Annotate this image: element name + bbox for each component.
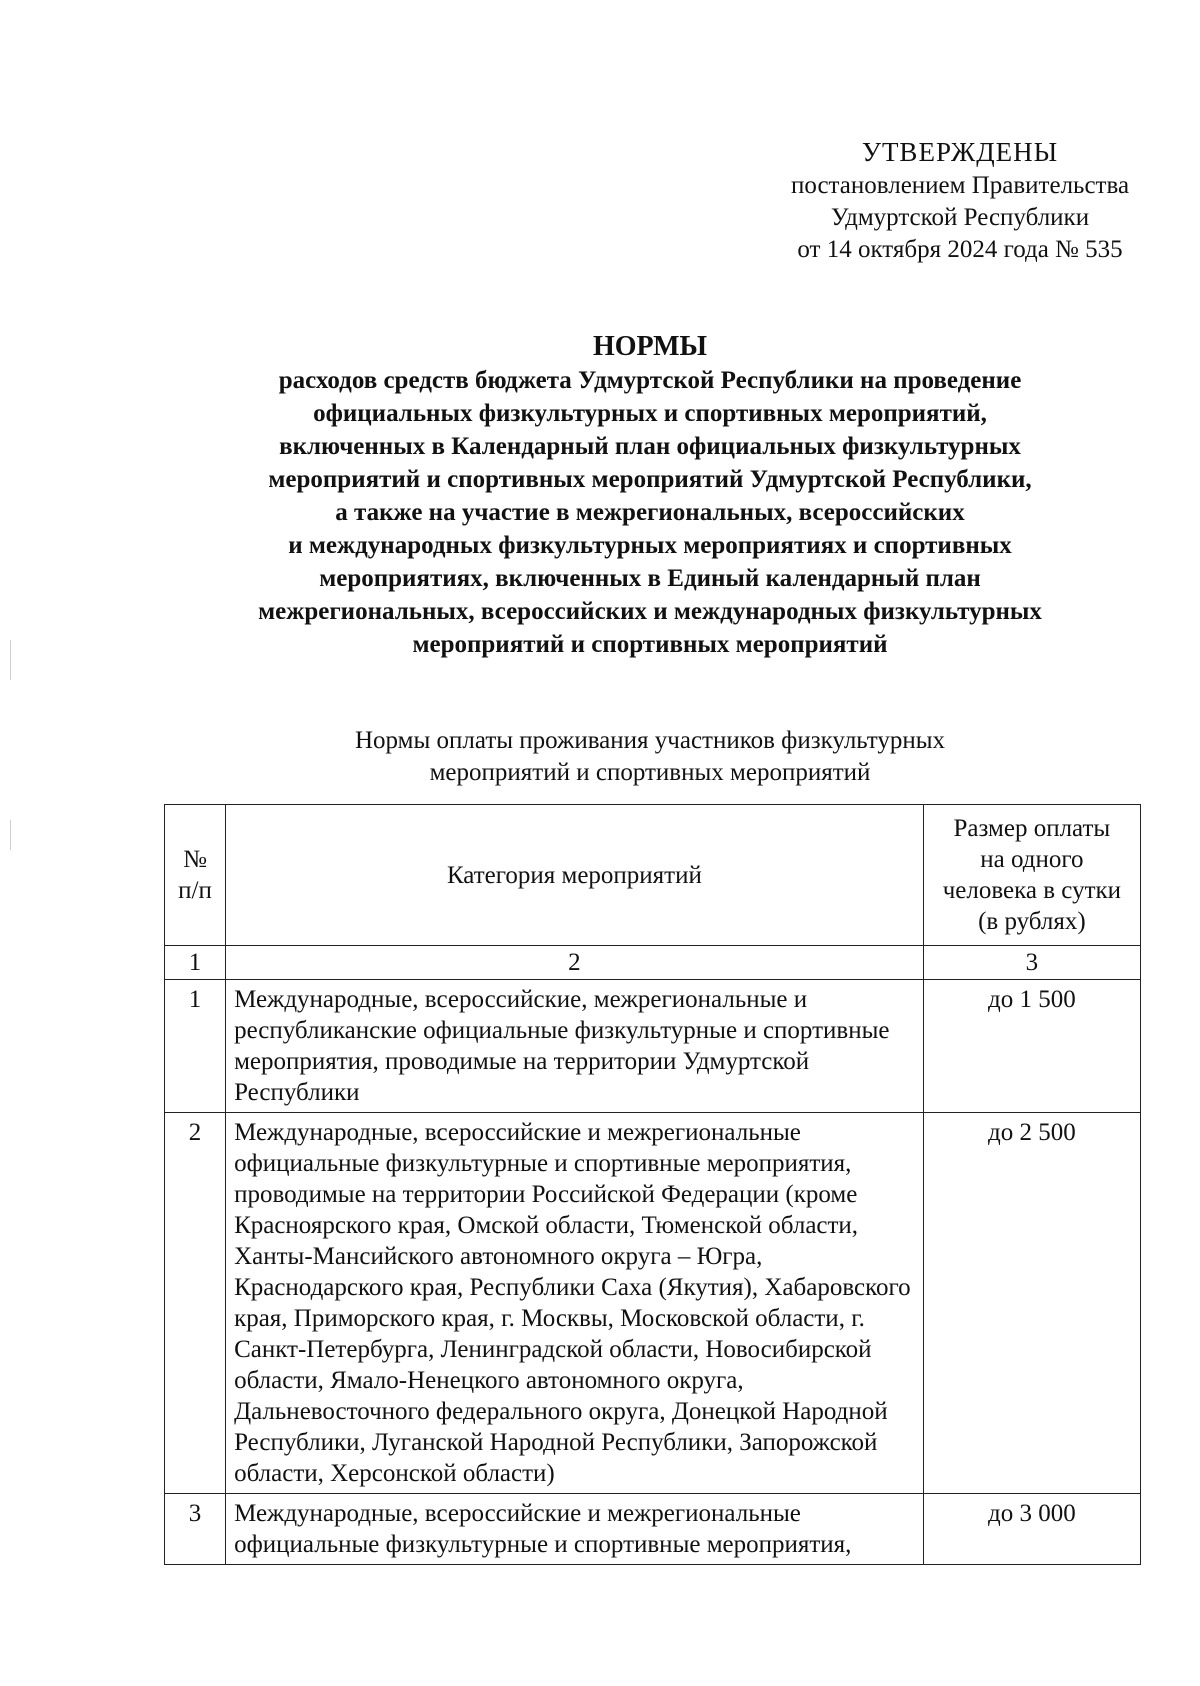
section-caption-line-2: мероприятий и спортивных мероприятий xyxy=(429,759,871,786)
document-subtitle-line: расходов средств бюджета Удмуртской Республики на проведение xyxy=(278,367,1022,394)
approval-line-1: постановлением Правительства xyxy=(790,172,1130,199)
header-num-symbol: № xyxy=(183,846,207,873)
row-num: 1 xyxy=(165,980,226,1113)
row-num: 3 xyxy=(165,1494,226,1565)
header-rate-line: на одного xyxy=(980,846,1084,873)
document-subtitle-line: межрегиональных, всероссийских и международных физкультурных xyxy=(258,598,1042,625)
row-category: Международные, всероссийские и межрегиональные официальные физкультурные и спортивные мероприятия, xyxy=(226,1494,924,1565)
approval-title: УТВЕРЖДЕНЫ xyxy=(861,137,1059,167)
table-row xyxy=(165,1113,1141,1494)
header-num-label: п/п xyxy=(178,877,212,904)
document-title-block xyxy=(160,330,1140,661)
row-rate: до 2 500 xyxy=(923,1113,1140,1494)
document-subtitle-line: официальных физкультурных и спортивных мероприятий, xyxy=(313,400,987,427)
header-category: Категория мероприятий xyxy=(226,805,924,946)
document-subtitle-line: мероприятиях, включенных в Единый календарный план xyxy=(319,565,981,592)
row-num: 2 xyxy=(165,1113,226,1494)
column-index: 1 xyxy=(165,946,226,980)
document-subtitle-line: и международных физкультурных мероприятиях и спортивных xyxy=(288,532,1012,559)
scan-margin-line xyxy=(10,820,11,850)
header-rate xyxy=(923,805,1140,946)
table-header-row xyxy=(165,805,1141,946)
header-rate-line: (в рублях) xyxy=(978,908,1086,935)
row-category: Международные, всероссийские, межрегиональные и республиканские официальные физкультурные и спортивные мероприятия, проводимые на территории Удмуртской Республики xyxy=(226,980,924,1113)
table-row xyxy=(165,1494,1141,1565)
column-index-row xyxy=(165,946,1141,980)
table-row xyxy=(165,980,1141,1113)
document-title: НОРМЫ xyxy=(592,331,708,362)
column-index: 2 xyxy=(226,946,924,980)
document-subtitle-line: а также на участие в межрегиональных, всероссийских xyxy=(335,499,965,526)
approval-line-3: от 14 октября 2024 года № 535 xyxy=(797,236,1123,263)
norms-table xyxy=(164,804,1141,1565)
row-rate: до 3 000 xyxy=(923,1494,1140,1565)
header-num xyxy=(165,805,226,946)
approval-block xyxy=(740,136,1180,266)
approval-line-2: Удмуртской Республики xyxy=(830,204,1090,231)
document-subtitle-line: включенных в Календарный план официальных физкультурных xyxy=(279,433,1021,460)
header-rate-line: Размер оплаты xyxy=(953,815,1111,842)
row-category: Международные, всероссийские и межрегиональные официальные физкультурные и спортивные мероприятия, проводимые на территории Российской Федерации (кроме Красноярского края, Омской области, Тюменской области, Ханты-Мансийского автономного округа – Югра, Краснодарского края, Республики Саха (Якутия), Хабаровского края, Приморского края, г. Москвы, Московской области, г. Санкт-Петербурга, Ленинградской области, Новосибирской области, Ямало-Ненецкого автономного округа, Дальневосточного федерального округа, Донецкой Народной Республики, Луганской Народной Республики, Запорожской области, Херсонской области) xyxy=(226,1113,924,1494)
section-caption xyxy=(160,725,1140,789)
row-rate: до 1 500 xyxy=(923,980,1140,1113)
document-subtitle-line: мероприятий и спортивных мероприятий xyxy=(412,631,888,658)
header-rate-line: человека в сутки xyxy=(942,877,1122,904)
column-index: 3 xyxy=(923,946,1140,980)
scan-margin-line xyxy=(10,640,11,680)
section-caption-line-1: Нормы оплаты проживания участников физкультурных xyxy=(354,727,946,754)
document-subtitle-line: мероприятий и спортивных мероприятий Удмуртской Республики, xyxy=(268,466,1032,493)
